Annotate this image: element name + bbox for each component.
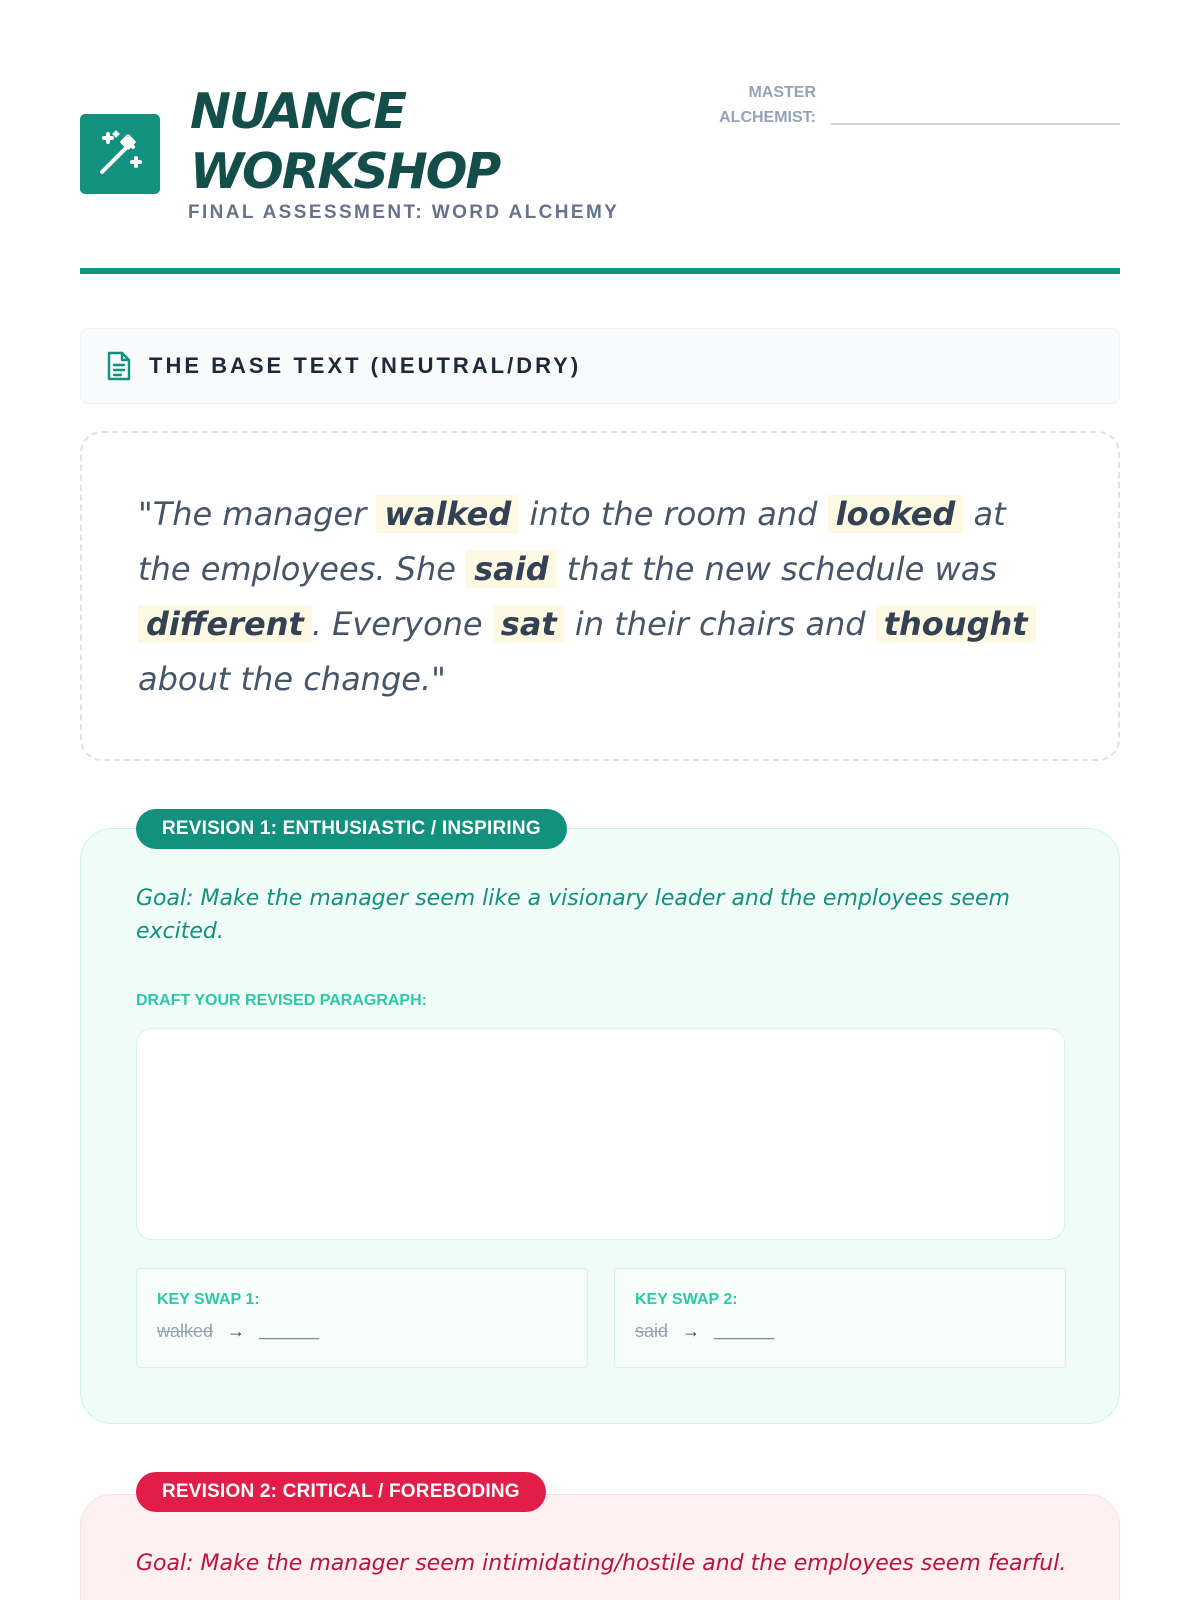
base-text-segment: about the change." — [138, 660, 446, 698]
base-text-segment: into the room and — [519, 495, 828, 533]
highlighted-word: said — [466, 550, 557, 588]
base-text-segment: at the employees. She — [138, 495, 1006, 588]
key-swap-1 — [136, 1268, 588, 1368]
document-icon — [105, 350, 133, 382]
highlighted-word: walked — [376, 495, 519, 533]
arrow-right-icon: → — [682, 1321, 701, 1341]
page-subtitle: FINAL ASSESSMENT: WORD ALCHEMY — [188, 202, 620, 223]
key-swap-row — [635, 1321, 1045, 1342]
logo — [80, 114, 160, 194]
revision-2-pill: REVISION 2: CRITICAL / FOREBODING — [136, 1472, 546, 1512]
highlighted-word: looked — [828, 495, 964, 533]
highlighted-word: sat — [493, 605, 565, 643]
draft-paragraph-input[interactable] — [136, 1028, 1065, 1240]
base-text-segment: "The manager — [138, 495, 377, 533]
revision-2-goal: Goal: Make the manager seem intimidating/hostile and the employees seem fearful. — [136, 1551, 1067, 1576]
draft-label: DRAFT YOUR REVISED PARAGRAPH: — [136, 992, 427, 1009]
base-text-paragraph — [138, 487, 1062, 707]
master-label-line-1: MASTER — [748, 84, 816, 101]
title-line-1: NUANCE — [190, 83, 405, 140]
page-title — [190, 82, 499, 202]
master-alchemist-label — [668, 80, 816, 130]
key-swap-row — [157, 1321, 567, 1342]
revision-1-goal: Goal: Make the manager seem like a visionary leader and the employees seem excited. — [136, 886, 1010, 944]
arrow-right-icon: → — [227, 1321, 246, 1341]
base-text-segment: . Everyone — [311, 605, 493, 643]
title-line-2: WORKSHOP — [190, 143, 500, 200]
base-text-label: THE BASE TEXT (NEUTRAL/DRY) — [149, 353, 582, 378]
original-word: said — [635, 1321, 669, 1341]
base-text-header — [80, 328, 1120, 404]
replacement-blank[interactable]: ______ — [714, 1321, 775, 1341]
magic-wand-icon — [94, 128, 146, 180]
replacement-blank[interactable]: ______ — [259, 1321, 320, 1341]
key-swap-label: KEY SWAP 2: — [635, 1291, 738, 1308]
key-swap-2 — [614, 1268, 1066, 1368]
worksheet-page — [80, 0, 1120, 1600]
header-divider — [80, 268, 1120, 274]
base-text-box — [80, 431, 1120, 761]
key-swap-label: KEY SWAP 1: — [157, 1291, 260, 1308]
original-word: walked — [157, 1321, 214, 1341]
base-text-segment: in their chairs and — [564, 605, 876, 643]
highlighted-word: different — [138, 605, 312, 643]
base-text-segment: that the new schedule was — [556, 550, 997, 588]
highlighted-word: thought — [876, 605, 1036, 643]
revision-1-pill: REVISION 1: ENTHUSIASTIC / INSPIRING — [136, 809, 567, 849]
master-label-line-2: ALCHEMIST: — [719, 109, 816, 126]
master-alchemist-name-line[interactable] — [831, 123, 1120, 125]
